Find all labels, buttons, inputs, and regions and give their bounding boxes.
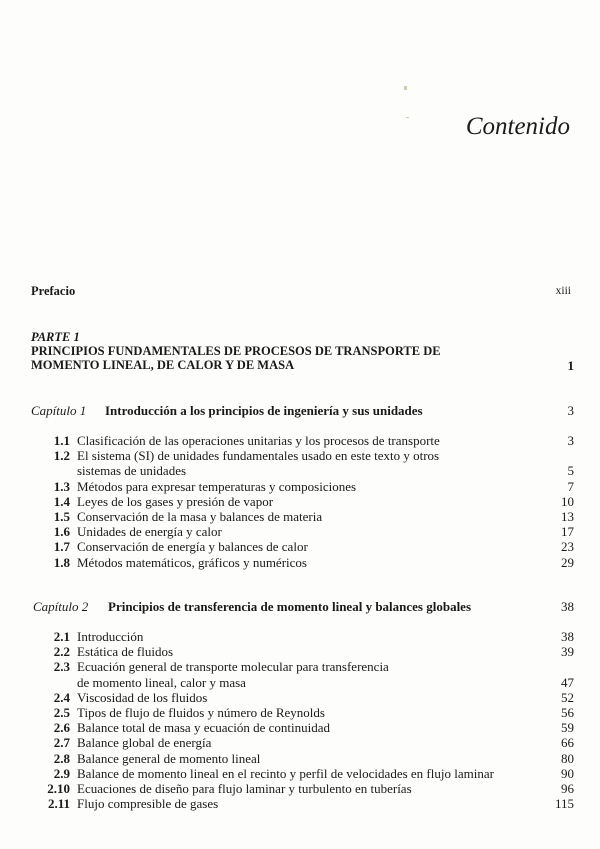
section-number: 2.10 [47, 781, 70, 796]
section-page: 7 [567, 478, 574, 494]
toc-entry-section-continuation[interactable] [0, 463, 600, 478]
toc-entry-section[interactable] [0, 433, 600, 448]
toc-entry-section-continuation[interactable] [0, 675, 600, 690]
chapter-page: 3 [567, 403, 574, 418]
toc-entry-section[interactable] [0, 479, 600, 494]
toc-entry-section[interactable] [0, 796, 600, 811]
toc-entry-section[interactable] [0, 766, 600, 781]
section-title: Clasificación de las operaciones unitarias y los procesos de transporte [77, 433, 440, 448]
section-number: 2.8 [53, 750, 70, 766]
section-page: 29 [561, 554, 574, 570]
section-number: 2.7 [53, 735, 70, 751]
part-heading-text: MOMENTO LINEAL, DE CALOR Y DE MASA [31, 358, 295, 372]
section-title: Métodos matemáticos, gráficos y numéricos [77, 554, 307, 570]
section-title: Balance global de energía [77, 735, 212, 751]
toc-entry-section[interactable] [0, 524, 600, 539]
section-page: 115 [554, 796, 574, 812]
chapter-page: 38 [561, 599, 574, 614]
toc-entry-prefacio[interactable] [0, 284, 600, 299]
part-page: 1 [567, 358, 574, 373]
section-number: 2.1 [53, 629, 70, 644]
section-page: 96 [561, 781, 574, 796]
section-title: Balance de momento lineal en el recinto y perfil de velocidades en flujo laminar [77, 765, 494, 781]
section-number: 1.5 [53, 509, 70, 524]
section-title: Balance general de momento lineal [77, 750, 261, 766]
section-page: 80 [561, 750, 574, 766]
toc-entry-section[interactable] [0, 494, 600, 509]
section-number: 2.2 [53, 644, 70, 660]
section-title: sistemas de unidades [77, 463, 187, 479]
section-number: 2.6 [53, 720, 70, 736]
toc-entry-section[interactable] [0, 509, 600, 524]
toc-entry-chapter[interactable] [0, 599, 600, 614]
chapter-label: Capítulo 1 [31, 403, 87, 418]
scan-speck [404, 86, 407, 90]
section-number: 1.8 [53, 554, 70, 570]
section-title: El sistema (SI) de unidades fundamentales usado en este texto y otros [77, 448, 440, 464]
toc-entry-section[interactable] [0, 781, 600, 796]
section-page: 59 [561, 720, 574, 736]
section-page: 13 [561, 509, 574, 524]
part-label-row [0, 330, 600, 345]
section-number: 2.11 [47, 796, 70, 812]
section-title: Ecuaciones de diseño para flujo laminar y turbulento en tuberías [77, 781, 412, 796]
section-number: 2.5 [53, 705, 70, 720]
section-page: 39 [561, 644, 574, 660]
section-page: 10 [561, 493, 574, 509]
section-title: Ecuación general de transporte molecular para transferencia [77, 659, 389, 675]
toc-entry-section[interactable] [0, 705, 600, 720]
section-title: Introducción [77, 629, 144, 644]
scan-speck [406, 117, 409, 118]
toc-entry-section[interactable] [0, 720, 600, 735]
section-page: 52 [561, 689, 574, 705]
toc-entry-section[interactable] [0, 735, 600, 750]
section-title: Leyes de los gases y presión de vapor [77, 493, 274, 509]
section-number: 2.9 [53, 765, 70, 781]
section-number: 1.6 [53, 524, 70, 540]
section-number: 1.4 [53, 493, 70, 509]
section-title: Unidades de energía y calor [77, 524, 222, 540]
section-page: 66 [561, 735, 574, 751]
section-number: 2.3 [53, 659, 70, 675]
section-page: 3 [567, 433, 574, 448]
section-title: de momento lineal, calor y masa [77, 674, 246, 690]
section-number: 1.2 [53, 448, 70, 464]
prefacio-page: xiii [555, 285, 571, 297]
part-heading-line [0, 344, 600, 359]
section-title: Conservación de energía y balances de calor [77, 539, 308, 555]
section-number: 1.3 [53, 478, 70, 494]
section-title: Tipos de flujo de fluidos y número de Reynolds [77, 705, 325, 720]
toc-entry-section[interactable] [0, 555, 600, 570]
part-heading-text: PRINCIPIOS FUNDAMENTALES DE PROCESOS DE TRANSPORTE DE [31, 344, 441, 358]
section-title: Métodos para expresar temperaturas y composiciones [77, 478, 357, 494]
chapter-title: Introducción a los principios de ingeniería y sus unidades [105, 403, 423, 418]
section-page: 56 [561, 705, 574, 720]
section-page: 90 [561, 765, 574, 781]
toc-entry-section[interactable] [0, 690, 600, 705]
chapter-title: Principios de transferencia de momento lineal y balances globales [108, 599, 472, 614]
toc-entry-section[interactable] [0, 644, 600, 659]
section-number: 1.7 [53, 539, 70, 555]
section-page: 17 [561, 524, 574, 540]
section-page: 23 [561, 539, 574, 555]
toc-entry-section[interactable] [0, 629, 600, 644]
section-title: Estática de fluidos [77, 644, 174, 660]
section-page: 5 [567, 463, 574, 479]
page-title: Contenido [465, 113, 570, 140]
toc-entry-section[interactable] [0, 751, 600, 766]
toc-entry-chapter[interactable] [0, 403, 600, 418]
section-title: Viscosidad de los fluidos [77, 689, 208, 705]
section-number: 2.4 [53, 689, 70, 705]
section-page: 38 [561, 629, 574, 644]
section-title: Flujo compresible de gases [77, 796, 219, 812]
section-number: 1.1 [53, 433, 70, 448]
toc-entry-part-1[interactable] [0, 358, 600, 373]
chapter-label: Capítulo 2 [33, 599, 89, 614]
section-title: Conservación de la masa y balances de materia [77, 509, 323, 524]
part-label: PARTE 1 [31, 330, 80, 344]
section-title: Balance total de masa y ecuación de continuidad [77, 720, 331, 736]
toc-entry-section[interactable] [0, 448, 600, 463]
toc-entry-section[interactable] [0, 659, 600, 674]
prefacio-label: Prefacio [31, 284, 76, 298]
toc-entry-section[interactable] [0, 539, 600, 554]
section-page: 47 [561, 674, 574, 690]
